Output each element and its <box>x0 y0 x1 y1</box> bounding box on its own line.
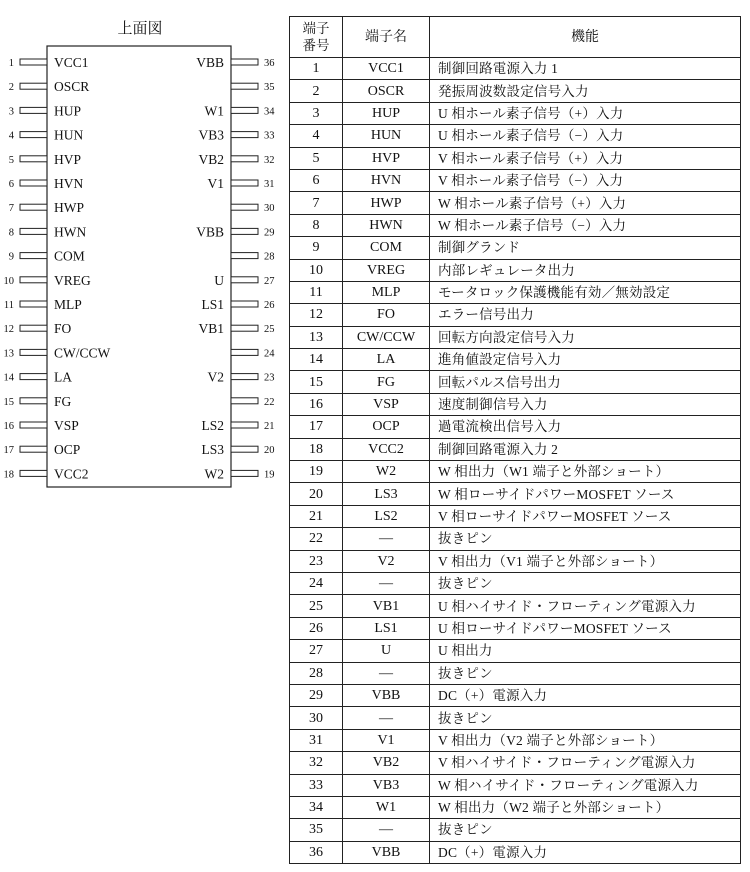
pin-name-cell: VB3 <box>343 774 430 796</box>
pin-lead <box>20 59 47 65</box>
pin-name-cell: U <box>343 640 430 662</box>
pin-number: 9 <box>8 251 14 263</box>
pin-number-cell: 18 <box>290 438 343 460</box>
pin-lead <box>231 398 258 404</box>
pin-label: VREG <box>54 272 91 288</box>
pin-function-cell: V 相ホール素子信号（+）入力 <box>430 147 741 169</box>
pin-number-cell: 27 <box>290 640 343 662</box>
pin-label: VB3 <box>198 127 224 143</box>
pin-number: 19 <box>264 469 275 481</box>
table-row <box>290 528 741 550</box>
right-pin <box>231 397 275 408</box>
pin-lead <box>20 277 47 283</box>
pin-number: 34 <box>264 106 275 118</box>
pin-label: VB1 <box>198 321 224 337</box>
pin-number-cell: 5 <box>290 147 343 169</box>
table-body <box>290 58 741 864</box>
pin-function-cell: モータロック保護機能有効／無効設定 <box>430 281 741 303</box>
left-pin <box>9 200 84 215</box>
pin-number: 31 <box>264 179 275 190</box>
pin-name-cell: LS3 <box>343 483 430 505</box>
pin-name-cell: — <box>343 528 430 550</box>
header-function: 機能 <box>430 17 741 58</box>
pin-function-cell: 抜きピン <box>430 819 741 841</box>
pin-lead <box>231 180 258 186</box>
pin-lead <box>20 228 47 234</box>
pin-function-cell: 発振周波数設定信号入力 <box>430 80 741 102</box>
left-pin <box>4 370 73 385</box>
pin-number-cell: 23 <box>290 550 343 572</box>
pin-lead <box>20 470 47 476</box>
pin-number-cell: 26 <box>290 617 343 639</box>
pin-lead <box>231 446 258 452</box>
pin-label: LS3 <box>201 442 224 458</box>
pin-lead <box>20 132 47 138</box>
pin-name-cell: HVP <box>343 147 430 169</box>
pin-number: 18 <box>3 469 14 481</box>
pin-number: 27 <box>264 275 275 287</box>
pin-number: 32 <box>264 154 275 166</box>
pin-lead <box>231 470 258 476</box>
pin-function-cell: 進角値設定信号入力 <box>430 349 741 371</box>
pin-number-cell: 6 <box>290 169 343 191</box>
pin-label: HUP <box>54 103 82 119</box>
pin-label: VBB <box>196 224 224 240</box>
pin-name-cell: HWN <box>343 214 430 236</box>
table-row <box>290 483 741 505</box>
pin-name-cell: CW/CCW <box>343 326 430 348</box>
pin-label: VBB <box>196 55 224 70</box>
pin-lead <box>20 325 47 331</box>
pin-number: 12 <box>3 324 14 336</box>
pin-number-cell: 22 <box>290 528 343 550</box>
right-pin <box>198 128 274 143</box>
pin-number: 20 <box>264 445 275 457</box>
pin-lead <box>20 253 47 259</box>
pin-function-cell: 制御グランド <box>430 237 741 259</box>
pin-number: 17 <box>3 445 14 457</box>
pin-number-cell: 36 <box>290 841 343 863</box>
left-pin-group <box>4 55 111 481</box>
pin-name-cell: W1 <box>343 796 430 818</box>
left-pin <box>4 321 72 336</box>
pin-number: 30 <box>264 203 275 215</box>
pin-function-cell: V 相出力（V1 端子と外部ショート） <box>430 550 741 572</box>
right-pin <box>196 55 274 70</box>
pin-number-cell: 28 <box>290 662 343 684</box>
header-pin-number-line2: 番号 <box>302 38 330 53</box>
pin-number: 23 <box>264 372 275 384</box>
pin-number: 26 <box>264 300 275 311</box>
table-row <box>290 572 741 594</box>
pin-function-cell: V 相ホール素子信号（−）入力 <box>430 169 741 191</box>
pin-label: LS2 <box>201 418 224 433</box>
pin-name-cell: COM <box>343 237 430 259</box>
pin-number: 4 <box>8 130 14 142</box>
pin-name-cell: HVN <box>343 169 430 191</box>
pin-label: HVP <box>54 151 82 167</box>
pin-lead <box>20 301 47 307</box>
pin-number-cell: 34 <box>290 796 343 818</box>
header-pin-number-line1: 端子 <box>302 21 330 36</box>
pinout-diagram <box>0 0 290 500</box>
table-row <box>290 505 741 527</box>
pin-label: OSCR <box>54 79 90 95</box>
table-row <box>290 416 741 438</box>
pin-number-cell: 21 <box>290 505 343 527</box>
pin-function-cell: U 相ホール素子信号（+）入力 <box>430 102 741 124</box>
pin-label: VB2 <box>198 151 224 167</box>
pin-label: V1 <box>207 176 224 191</box>
pin-function-cell: 内部レギュレータ出力 <box>430 259 741 281</box>
table-row <box>290 80 741 102</box>
left-pin <box>4 418 79 433</box>
pin-label: COM <box>54 248 85 264</box>
pin-number: 5 <box>8 154 14 166</box>
pin-function-cell: W 相ハイサイド・フローティング電源入力 <box>430 774 741 796</box>
table-row <box>290 617 741 639</box>
pin-name-cell: LS1 <box>343 617 430 639</box>
pin-name-cell: MLP <box>343 281 430 303</box>
pin-function-cell: V 相ローサイドパワーMOSFET ソース <box>430 505 741 527</box>
pin-lead <box>231 374 258 380</box>
pin-number-cell: 19 <box>290 461 343 483</box>
pin-function-cell: 抜きピン <box>430 528 741 550</box>
right-pin <box>231 252 275 263</box>
table-row <box>290 326 741 348</box>
pin-label: W1 <box>204 103 224 119</box>
pin-lead <box>231 422 258 428</box>
right-pin <box>231 82 275 93</box>
pin-lead <box>20 374 47 380</box>
right-pin <box>201 442 274 457</box>
pin-function-cell: 制御回路電源入力 1 <box>430 58 741 80</box>
pin-function-table <box>289 16 741 864</box>
pin-lead <box>231 156 258 162</box>
header-pin-number <box>290 17 343 58</box>
pin-lead <box>231 228 258 234</box>
pin-number: 35 <box>264 82 275 94</box>
pin-function-cell: V 相出力（V2 端子と外部ショート） <box>430 729 741 751</box>
pin-function-cell: W 相出力（W2 端子と外部ショート） <box>430 796 741 818</box>
pin-label: VCC2 <box>54 466 89 482</box>
pin-number: 8 <box>8 227 14 239</box>
pin-name-cell: V2 <box>343 550 430 572</box>
pin-label: U <box>214 272 224 288</box>
pin-label: MLP <box>54 297 82 312</box>
pin-name-cell: W2 <box>343 461 430 483</box>
pin-label: OCP <box>54 442 81 458</box>
pin-lead <box>231 83 258 89</box>
left-pin <box>4 394 72 409</box>
left-pin <box>4 345 111 360</box>
pin-lead <box>20 446 47 452</box>
pin-lead <box>231 325 258 331</box>
pin-number-cell: 10 <box>290 259 343 281</box>
table-row <box>290 841 741 863</box>
pin-lead <box>231 132 258 138</box>
pin-label: FO <box>54 321 72 337</box>
pin-lead <box>231 59 258 65</box>
pin-name-cell: FO <box>343 304 430 326</box>
table-header-row <box>290 17 741 58</box>
header-pin-name: 端子名 <box>343 17 430 58</box>
left-pin <box>4 297 82 312</box>
pin-label: HWP <box>54 200 84 216</box>
pin-lead <box>231 277 258 283</box>
pin-lead <box>20 422 47 428</box>
pin-name-cell: LS2 <box>343 505 430 527</box>
left-pin <box>9 176 84 191</box>
pin-label: W2 <box>204 466 224 482</box>
table-row <box>290 393 741 415</box>
pin-lead <box>231 349 258 355</box>
table-row <box>290 125 741 147</box>
pin-name-cell: VSP <box>343 393 430 415</box>
pin-number: 13 <box>3 348 14 360</box>
pin-name-cell: HUP <box>343 102 430 124</box>
pin-name-cell: VCC1 <box>343 58 430 80</box>
pin-function-cell: W 相出力（W1 端子と外部ショート） <box>430 461 741 483</box>
pin-name-cell: V1 <box>343 729 430 751</box>
pin-lead <box>231 107 258 113</box>
pin-number-cell: 3 <box>290 102 343 124</box>
pin-function-cell: U 相ローサイドパワーMOSFET ソース <box>430 617 741 639</box>
pin-function-cell: 回転パルス信号出力 <box>430 371 741 393</box>
pin-function-cell: U 相ハイサイド・フローティング電源入力 <box>430 595 741 617</box>
pin-number: 36 <box>264 58 275 69</box>
pin-number: 6 <box>8 179 14 190</box>
right-pin <box>208 176 275 191</box>
table-row <box>290 259 741 281</box>
pin-label: VSP <box>54 418 79 433</box>
table-row <box>290 438 741 460</box>
pin-label: V2 <box>207 369 224 385</box>
pin-number-cell: 31 <box>290 729 343 751</box>
table-row <box>290 102 741 124</box>
pin-number-cell: 14 <box>290 349 343 371</box>
pin-function-cell: 抜きピン <box>430 572 741 594</box>
pin-name-cell: VCC2 <box>343 438 430 460</box>
pin-lead <box>20 107 47 113</box>
pin-number: 29 <box>264 227 275 239</box>
right-pin <box>231 348 275 359</box>
pin-label: LA <box>54 369 72 385</box>
pin-number-cell: 1 <box>290 58 343 80</box>
pin-name-cell: OSCR <box>343 80 430 102</box>
table-row <box>290 281 741 303</box>
pin-label: HVN <box>54 176 84 191</box>
table-row <box>290 461 741 483</box>
right-pin-group <box>196 55 275 481</box>
pin-number-cell: 32 <box>290 752 343 774</box>
pin-name-cell: VREG <box>343 259 430 281</box>
pin-name-cell: VB1 <box>343 595 430 617</box>
table-row <box>290 58 741 80</box>
table-row <box>290 147 741 169</box>
pin-name-cell: — <box>343 707 430 729</box>
pin-function-cell: 抜きピン <box>430 662 741 684</box>
pin-number: 24 <box>264 348 275 360</box>
pin-lead <box>20 156 47 162</box>
pin-number-cell: 4 <box>290 125 343 147</box>
pin-function-cell: V 相ハイサイド・フローティング電源入力 <box>430 752 741 774</box>
diagram-title: 上面図 <box>117 21 163 37</box>
table-row <box>290 237 741 259</box>
table-row <box>290 662 741 684</box>
pin-function-cell: W 相ホール素子信号（−）入力 <box>430 214 741 236</box>
pin-name-cell: VBB <box>343 684 430 706</box>
pin-function-cell: W 相ローサイドパワーMOSFET ソース <box>430 483 741 505</box>
pin-function-cell: DC（+）電源入力 <box>430 684 741 706</box>
pin-lead <box>20 83 47 89</box>
table-row <box>290 774 741 796</box>
pin-number: 25 <box>264 324 275 336</box>
table-row <box>290 550 741 572</box>
pin-label: HWN <box>54 224 87 240</box>
pin-number: 15 <box>3 396 14 408</box>
right-pin <box>231 203 275 214</box>
pin-lead <box>20 349 47 355</box>
right-pin <box>201 297 274 312</box>
left-pin <box>4 442 81 457</box>
pin-label: VCC1 <box>54 55 89 70</box>
right-pin <box>205 466 275 481</box>
pin-number: 7 <box>8 203 14 215</box>
left-pin <box>9 128 84 143</box>
table-row <box>290 349 741 371</box>
pin-number: 3 <box>8 106 14 118</box>
table-row <box>290 169 741 191</box>
pin-number-cell: 29 <box>290 684 343 706</box>
left-pin <box>9 55 89 70</box>
pin-number-cell: 2 <box>290 80 343 102</box>
pin-number-cell: 8 <box>290 214 343 236</box>
pin-number-cell: 13 <box>290 326 343 348</box>
left-pin <box>9 152 81 167</box>
right-pin <box>198 321 274 336</box>
pin-name-cell: HUN <box>343 125 430 147</box>
pin-function-cell: エラー信号出力 <box>430 304 741 326</box>
right-pin <box>214 273 274 288</box>
pin-number: 10 <box>3 275 14 287</box>
pin-number-cell: 33 <box>290 774 343 796</box>
pin-name-cell: OCP <box>343 416 430 438</box>
pin-function-cell: 速度制御信号入力 <box>430 393 741 415</box>
pin-function-cell: 抜きピン <box>430 707 741 729</box>
table-row <box>290 707 741 729</box>
pin-number: 33 <box>264 130 275 142</box>
table-row <box>290 752 741 774</box>
pin-number: 14 <box>3 372 14 384</box>
pin-name-cell: FG <box>343 371 430 393</box>
pin-number: 1 <box>8 58 14 69</box>
pin-number-cell: 7 <box>290 192 343 214</box>
pin-name-cell: VBB <box>343 841 430 863</box>
pin-number-cell: 17 <box>290 416 343 438</box>
pin-lead <box>20 180 47 186</box>
pin-number: 11 <box>3 300 14 311</box>
pin-number-cell: 9 <box>290 237 343 259</box>
pin-name-cell: HWP <box>343 192 430 214</box>
table-row <box>290 192 741 214</box>
pin-lead <box>231 301 258 307</box>
table-row <box>290 684 741 706</box>
pin-function-cell: U 相ホール素子信号（−）入力 <box>430 125 741 147</box>
left-pin <box>9 224 87 239</box>
pin-lead <box>231 253 258 259</box>
right-pin <box>208 370 275 385</box>
pin-lead <box>20 398 47 404</box>
right-pin <box>205 103 276 118</box>
pin-function-cell: DC（+）電源入力 <box>430 841 741 863</box>
pin-number-cell: 35 <box>290 819 343 841</box>
table-row <box>290 819 741 841</box>
right-pin <box>196 224 274 239</box>
pin-function-cell: 過電流検出信号入力 <box>430 416 741 438</box>
table-row <box>290 640 741 662</box>
pin-number-cell: 20 <box>290 483 343 505</box>
pin-number-cell: 24 <box>290 572 343 594</box>
pin-label: LS1 <box>201 297 224 312</box>
pin-function-cell: 制御回路電源入力 2 <box>430 438 741 460</box>
right-pin <box>201 418 274 433</box>
pin-number: 22 <box>264 396 275 408</box>
table-row <box>290 729 741 751</box>
table-row <box>290 304 741 326</box>
pin-number: 28 <box>264 251 275 263</box>
table-row <box>290 214 741 236</box>
left-pin <box>9 103 81 118</box>
pin-label: FG <box>54 393 72 409</box>
table-row <box>290 796 741 818</box>
pin-number-cell: 16 <box>290 393 343 415</box>
pin-name-cell: LA <box>343 349 430 371</box>
pin-label: HUN <box>54 127 84 143</box>
pin-function-cell: W 相ホール素子信号（+）入力 <box>430 192 741 214</box>
pin-name-cell: VB2 <box>343 752 430 774</box>
pin-name-cell: — <box>343 662 430 684</box>
pin-number-cell: 30 <box>290 707 343 729</box>
right-pin <box>198 152 274 167</box>
pin-number-cell: 11 <box>290 281 343 303</box>
pin-number-cell: 25 <box>290 595 343 617</box>
table-row <box>290 595 741 617</box>
pin-lead <box>20 204 47 210</box>
pin-name-cell: — <box>343 819 430 841</box>
pin-name-cell: — <box>343 572 430 594</box>
pin-number: 2 <box>8 82 14 94</box>
pin-function-cell: 回転方向設定信号入力 <box>430 326 741 348</box>
left-pin <box>9 79 90 94</box>
pin-lead <box>231 204 258 210</box>
pin-function-cell: U 相出力 <box>430 640 741 662</box>
left-pin <box>4 466 89 481</box>
pin-number: 21 <box>264 421 275 432</box>
table-row <box>290 371 741 393</box>
pin-number-cell: 15 <box>290 371 343 393</box>
pin-number: 16 <box>3 421 14 432</box>
pin-label: CW/CCW <box>54 345 111 361</box>
pin-number-cell: 12 <box>290 304 343 326</box>
